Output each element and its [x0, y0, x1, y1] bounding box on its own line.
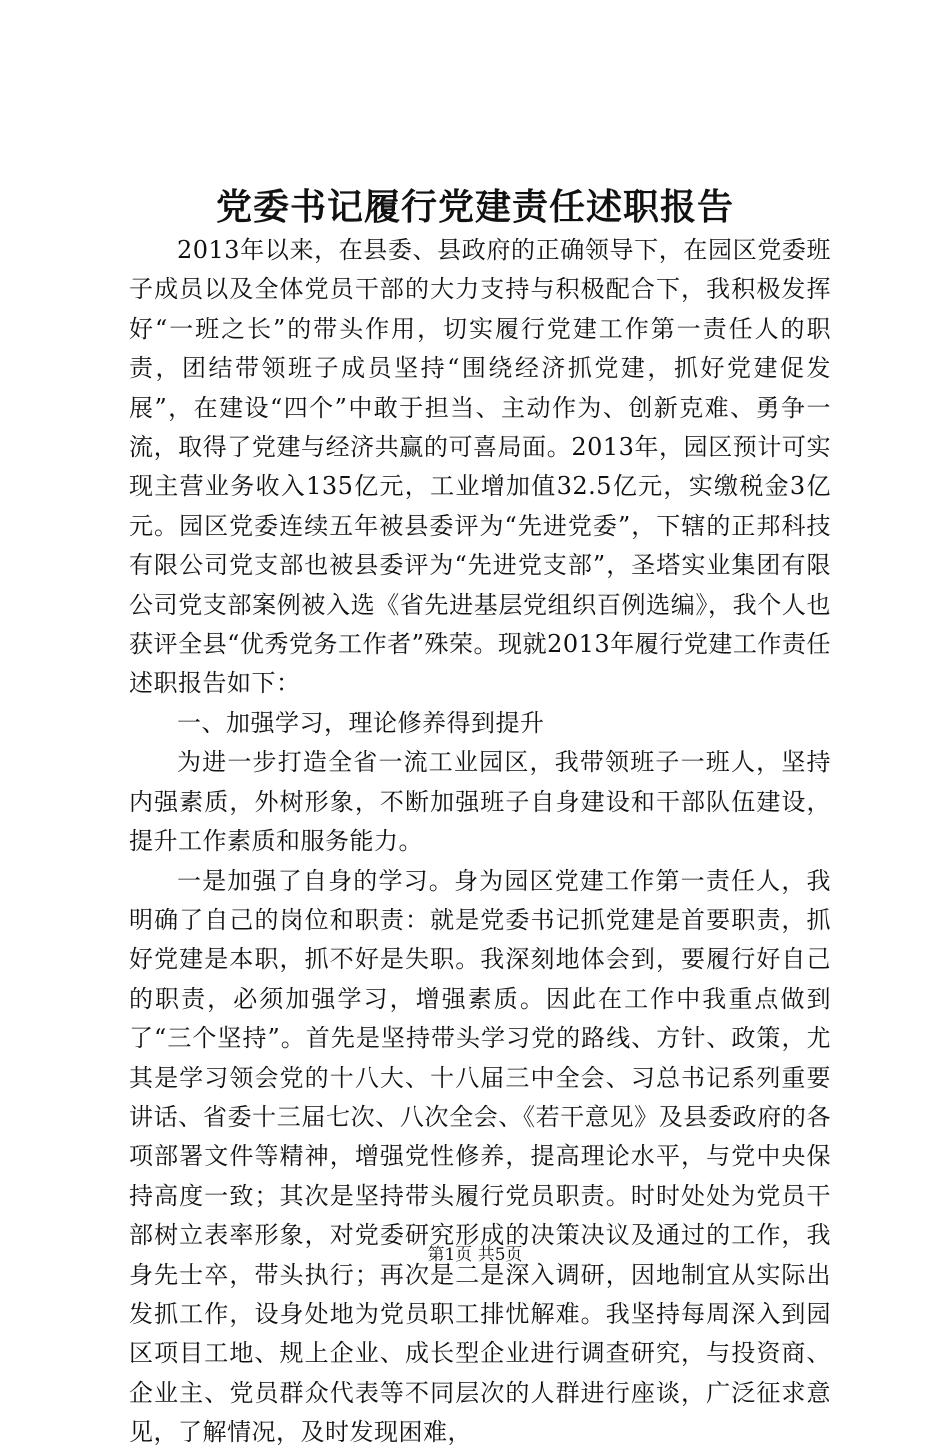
- paragraph-study: 一是加强了自身的学习。身为园区党建工作第一责任人，我明确了自己的岗位和职责：就是党委书记抓党建是首要职责，抓好党建是本职，抓不好是失职。我深刻地体会到，要履行好自己的职责，必须加强学习，增强素质。因此在工作中我重点做到了“三个坚持”。首先是坚持带头学习党的路线、方针、政策，尤其是学习领会党的十八大、十八届三中全会、习总书记系列重要讲话、省委十三届七次、八次全会、《若干意见》及县委政府的各项部署文件等精神，增强党性修养，提高理论水平，与党中央保持高度一致；其次是坚持带头履行党员职责。时时处处为党员干部树立表率形象，对党委研究形成的决策决议及通过的工作，我身先士卒，带头执行；再次是二是深入调研，因地制宜从实际出发抓工作，设身处地为党员职工排忧解难。我坚持每周深入到园区项目工地、规上企业、成长型企业进行调查研究，与投资商、企业主、党员群众代表等不同层次的人群进行座谈，广泛征求意见，了解情况，及时发现困难，: [129, 866, 831, 1447]
- section-heading: 一、加强学习，理论修养得到提升: [177, 708, 545, 737]
- page-number-footer: 第1页 共5页: [427, 1245, 523, 1265]
- document-title: 党委书记履行党建责任述职报告: [215, 186, 734, 228]
- paragraph-section-intro: 为进一步打造全省一流工业园区，我带领班子一班人，坚持内强素质，外树形象，不断加强班子自身建设和干部队伍建设，提升工作素质和服务能力。: [129, 748, 831, 856]
- paragraph-intro: 2013年以来，在县委、县政府的正确领导下，在园区党委班子成员以及全体党员干部的大力支持与积极配合下，我积极发挥好“一班之长”的带头作用，切实履行党建工作第一责任人的职责，团结带领班子成员坚持“围绕经济抓党建，抓好党建促发展”，在建设“四个”中敢于担当、主动作为、创新克难、勇争一流，取得了党建与经济共赢的可喜局面。2013年，园区预计可实现主营业务收入135亿元，工业增加值32.5亿元，实缴税金3亿元。园区党委连续五年被县委评为“先进党委”，下辖的正邦科技有限公司党支部也被县委评为“先进党支部”，圣塔实业集团有限公司党支部案例被入选《省先进基层党组织百例选编》，我个人也获评全县“优秀党务工作者”殊荣。现就2013年履行党建工作责任述职报告如下：: [129, 236, 831, 698]
- document-body: [129, 231, 831, 1453]
